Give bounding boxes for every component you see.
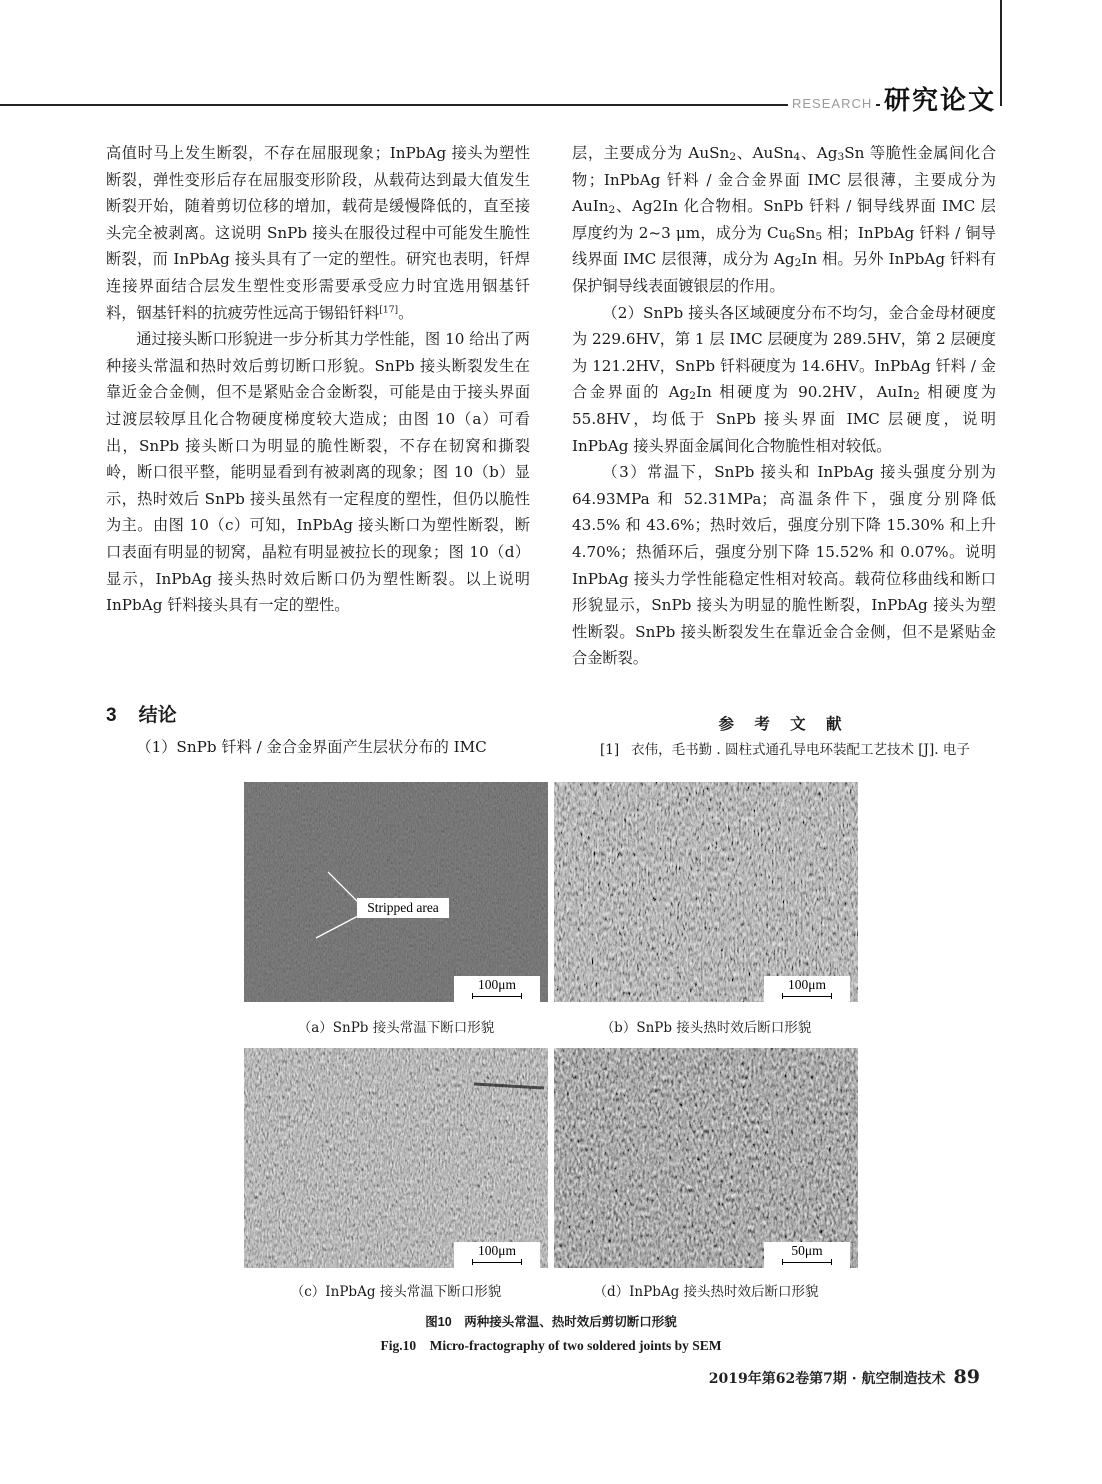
subfigure-caption-c: （c）InPbAg 接头常温下断口形貌 bbox=[290, 1284, 502, 1300]
subfigure-caption-b: （b）SnPb 接头热时效后断口形貌 bbox=[600, 1020, 812, 1036]
journal-info: 2019年第62卷第7期 · 航空制造技术 bbox=[708, 1371, 946, 1387]
header-title: 研究论文 bbox=[880, 80, 1000, 117]
reference-number: [1] bbox=[600, 742, 620, 758]
scale-bar: 100μm bbox=[764, 976, 850, 1002]
subfigure-caption-d: （d）InPbAg 接头热时效后断口形貌 bbox=[593, 1284, 819, 1300]
sem-image-a bbox=[244, 782, 548, 1002]
scale-bar: 100μm bbox=[454, 976, 540, 1002]
right-paragraph-1: 层，主要成分为 AuSn$_2$、AuSn$_4$、$Ag_3Sn$ 等脆性金属间化合物；InPbAg 钎料 / 金合金界面 IMC 层很薄，主要成分为 AuIn$_2$、Ag2In 化合物相。SnPb 钎料 / 铜导线界面 IMC 层厚度约为 2~3 μm，成分为 $Cu_6Sn_5$ 相；InPbAg 钎料 / 铜导线界面 IMC 层很薄，成分为 $Ag_2In$ 相。另外 InPbAg 钎料有保护铜导线表面镀银层的作用。 bbox=[572, 144, 997, 295]
scale-bar: 100μm bbox=[454, 1242, 540, 1268]
section-heading bbox=[106, 700, 177, 727]
left-paragraph-2: 通过接头断口形貌进一步分析其力学性能，图 10 给出了两种接头常温和热时效后剪切断口形貌。SnPb 接头断裂发生在靠近金合金侧，但不是紧贴金合金断裂，可能是由于接头界面过渡层较厚且化合物硬度梯度较大造成；由图 10（a）可看出，SnPb 接头断口为明显的脆性断裂，不存在韧窝和撕裂岭，断口很平整，能明显看到有被剥离的现象；图 10（b）显示，热时效后 SnPb 接头虽然有一定程度的塑性，但仍以脆性为主。由图 10（c）可知，InPbAg 接头断口为塑性断裂，断口表面有明显的韧窝，晶粒有明显被拉长的现象；图 10（d）显示，InPbAg 接头热时效后断口仍为塑性断裂。以上说明 InPbAg 钎料接头具有一定的塑性。 bbox=[106, 330, 530, 615]
header-tag: RESEARCH bbox=[788, 96, 876, 111]
stripped-area-label: Stripped area bbox=[357, 898, 449, 918]
sem-image-b bbox=[554, 782, 858, 1002]
citation: [17] bbox=[379, 305, 399, 316]
page-number: 89 bbox=[953, 1366, 980, 1388]
right-paragraph-2: （2）SnPb 接头各区域硬度分布不均匀，金合金母材硬度为 229.6HV，第 1 层 IMC 层硬度为 289.5HV，第 2 层硬度为 121.2HV，SnPb 钎料硬度为 14.6HV。InPbAg 钎料 / 金合金界面的 $Ag_2In$ 相硬度为 90.2HV，AuIn$_2$ 相硬度为 55.8HV，均低于 SnPb 接头界面 IMC 层硬度，说明 InPbAg 接头界面金属间化合物脆性相对较低。 bbox=[572, 303, 997, 455]
section-number: 3 bbox=[106, 705, 117, 726]
figure-caption-english: Fig.10 Micro-fractography of two soldered joints by SEM bbox=[380, 1338, 722, 1353]
left-paragraph-1: 高值时马上发生断裂，不存在屈服现象；InPbAg 接头为塑性断裂，弹性变形后存在屈服变形阶段，从载荷达到最大值发生断裂开始，随着剪切位移的增加，载荷是缓慢降低的，直至接头完全被剥离。这说明 SnPb 接头在服役过程中可能发生脆性断裂，而 InPbAg 接头具有了一定的塑性。研究也表明，钎焊连接界面结合层发生塑性变形需要承受应力时宜选用铟基钎料，铟基钎料的抗疲劳性远高于锡铅钎料[17]。 bbox=[106, 144, 530, 322]
reference-text: 衣伟，毛书勤 . 圆柱式通孔导电环装配工艺技术 [J]. 电子 bbox=[631, 742, 970, 758]
sem-image-d bbox=[554, 1048, 858, 1268]
right-paragraph-3: （3）常温下，SnPb 接头和 InPbAg 接头强度分别为 64.93MPa 和 52.31MPa；高温条件下，强度分别降低 43.5% 和 43.6%；热时效后，强度分别下降 15.30% 和上升 4.70%；热循环后，强度分别下降 15.52% 和 0.07%。说明 InPbAg 接头力学性能稳定性相对较高。载荷位移曲线和断口形貌显示，SnPb 接头为明显的脆性断裂，InPbAg 接头为塑性断裂。SnPb 接头断裂发生在靠近金合金侧，但不是紧贴金合金断裂。 bbox=[572, 463, 996, 668]
section-title: 结论 bbox=[138, 705, 177, 726]
scale-bar: 50μm bbox=[764, 1242, 850, 1268]
sem-image-c bbox=[244, 1048, 548, 1268]
conclusion-paragraph-1: （1）SnPb 钎料 / 金合金界面产生层状分布的 IMC bbox=[136, 738, 487, 756]
header-corner-rule bbox=[1000, 0, 1002, 106]
figure-caption-chinese: 图10 两种接头常温、热时效后剪切断口形貌 bbox=[425, 1315, 677, 1329]
page-footer bbox=[709, 1366, 980, 1388]
left-column bbox=[106, 140, 530, 619]
reference-item bbox=[600, 740, 996, 760]
references-heading: 参 考 文 献 bbox=[718, 716, 850, 733]
right-column bbox=[572, 140, 996, 672]
subfigure-caption-a: （a）SnPb 接头常温下断口形貌 bbox=[297, 1020, 495, 1036]
